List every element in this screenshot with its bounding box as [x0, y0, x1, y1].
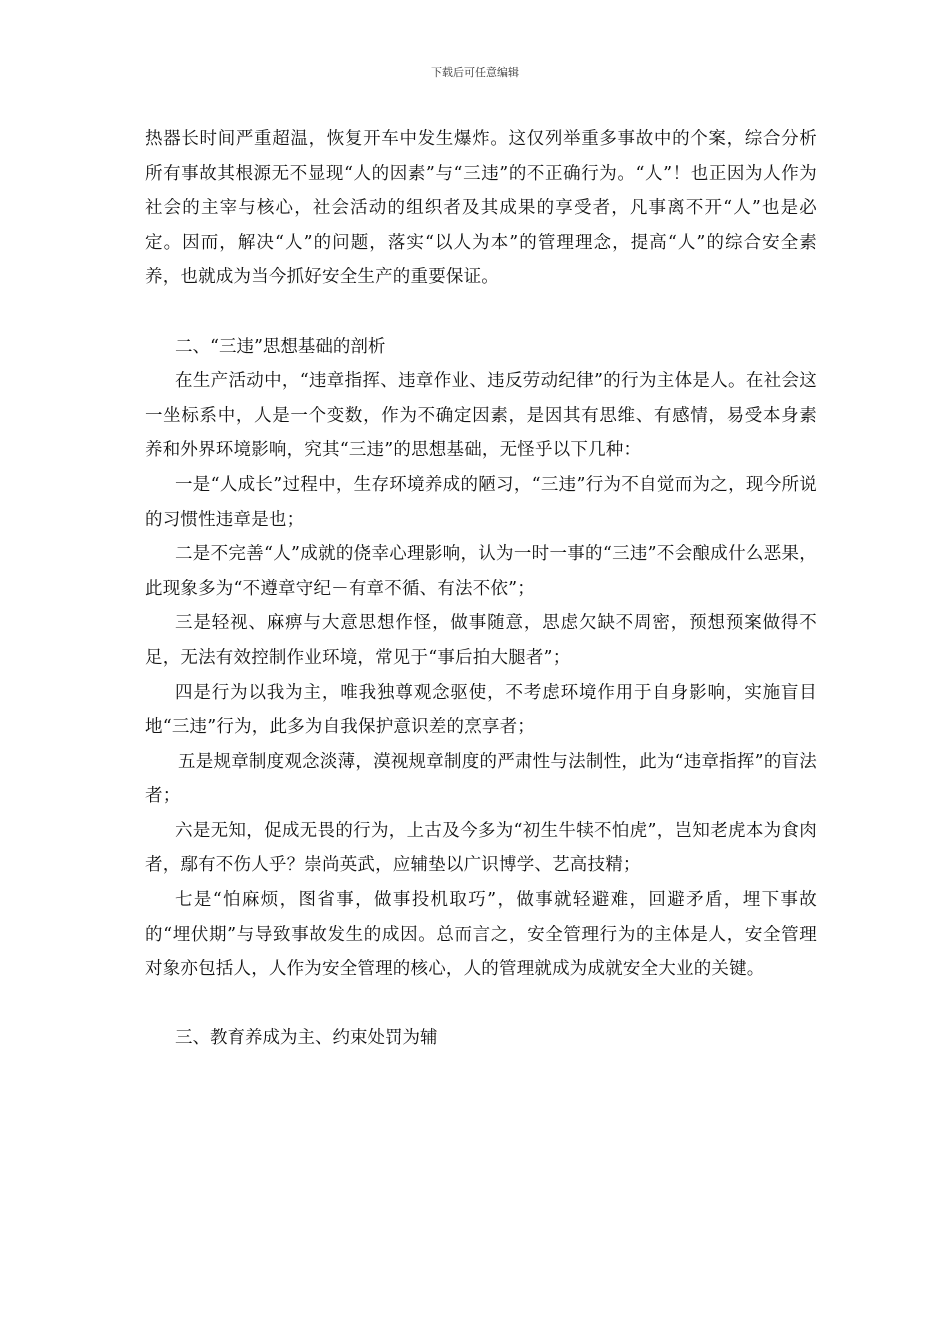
section-heading-3: 三、教育养成为主、约束处罚为辅 — [175, 1028, 438, 1049]
list-paragraph-2: 二是不完善“人”成就的侥幸心理影响，认为一时一事的“三违”不会酿成什么恶果，此现象多为“不遵章守纪－有章不循、有法不依”； — [145, 544, 817, 599]
list-paragraph-1: 一是“人成长”过程中，生存环境养成的陋习，“三违”行为不自觉而为之，现今所说的习惯性违章是也； — [145, 474, 817, 530]
page-header: 下载后可任意编辑 — [431, 66, 519, 79]
paragraph-continuation: 热器长时间严重超温，恢复开车中发生爆炸。这仅列举重多事故中的个案，综合分析所有事故其根源无不显现“人的因素”与“三违”的不正确行为。“人”！也正因为人作为社会的主宰与核心，社会活动的组织者及其成果的享受者，凡事离不开“人”也是必定。因而，解决“人”的问题，落实“以人为本”的管理理念，提高“人”的综合安全素养，也就成为当今抓好安全生产的重要保证。 — [145, 129, 817, 288]
document-body — [145, 122, 817, 1056]
list-paragraph-7: 七是“怕麻烦，图省事，做事投机取巧”，做事就轻避难，回避矛盾，埋下事故的“埋伏期”与导致事故发生的成因。总而言之，安全管理行为的主体是人，安全管理对象亦包括人，人作为安全管理的核心，人的管理就成为成就安全大业的关键。 — [145, 890, 817, 980]
paragraph-gap — [145, 987, 817, 1022]
list-paragraph-4: 四是行为以我为主，唯我独尊观念驱使，不考虑环境作用于自身影响，实施盲目地“三违”行为，此多为自我保护意识差的烹享者； — [145, 682, 817, 738]
section-heading-2: 二、“三违”思想基础的剖析 — [175, 336, 386, 357]
paragraph-intro: 在生产活动中，“违章指挥、违章作业、违反劳动纪律”的行为主体是人。在社会这一坐标系中，人是一个变数，作为不确定因素，是因其有思维、有感情，易受本身素养和外界环境影响，究其“三违”的思想基础，无怪乎以下几种： — [145, 371, 817, 461]
list-paragraph-3: 三是轻视、麻痹与大意思想作怪，做事随意，思虑欠缺不周密，预想预案做得不足，无法有效控制作业环境，常见于“事后拍大腿者”； — [145, 613, 817, 668]
list-paragraph-6: 六是无知，促成无畏的行为，上古及今多为“初生牛犊不怕虎”，岂知老虎本为食肉者，鄢有不伤人乎？崇尚英武，应辅垫以广识博学、艺高技精； — [145, 820, 817, 876]
paragraph-gap — [145, 295, 817, 330]
list-paragraph-5: 五是规章制度观念淡薄，漠视规章制度的严肃性与法制性，此为“违章指挥”的盲法者； — [145, 751, 817, 807]
